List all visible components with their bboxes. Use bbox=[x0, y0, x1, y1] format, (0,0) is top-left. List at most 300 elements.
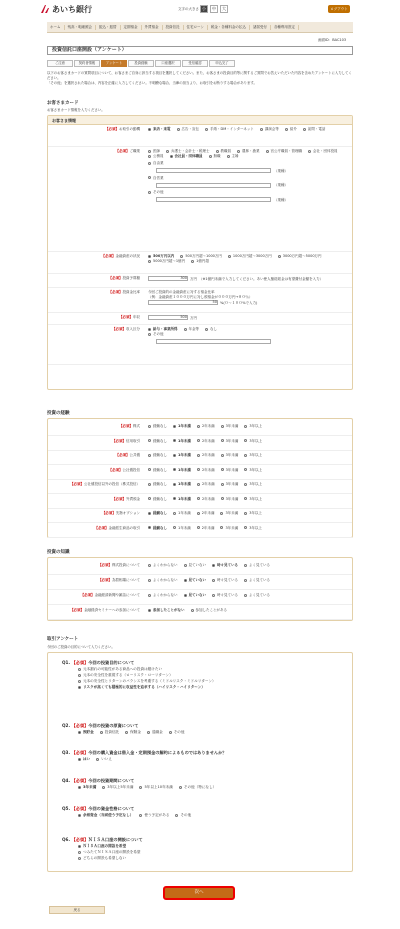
experience-option[interactable] bbox=[173, 439, 191, 444]
answer-option[interactable] bbox=[78, 812, 133, 818]
next-button[interactable]: 次へ bbox=[163, 886, 235, 900]
radio-button[interactable] bbox=[216, 150, 219, 153]
experience-option-label: 3年以上 bbox=[249, 438, 263, 443]
free-text-input[interactable] bbox=[156, 197, 349, 203]
row-label-text: お取引の動機 bbox=[119, 127, 140, 131]
option-1-12[interactable] bbox=[148, 190, 343, 195]
radio-button[interactable] bbox=[177, 128, 180, 131]
back-button[interactable]: 戻る bbox=[49, 906, 105, 914]
row-label-text: 投資予算額 bbox=[122, 276, 140, 280]
logout-button[interactable]: ログアウト bbox=[328, 5, 350, 13]
value-unit: 万円 bbox=[190, 315, 197, 320]
screen-id: 画面ID：BAC103 bbox=[318, 38, 347, 42]
free-text-input[interactable] bbox=[156, 168, 349, 174]
answer-option-label: 余裕資金（当面使う予定なし） bbox=[83, 813, 134, 817]
knowledge-option[interactable] bbox=[212, 578, 238, 583]
radio-button[interactable] bbox=[197, 425, 200, 428]
experience-option[interactable] bbox=[148, 511, 167, 516]
answer-option[interactable] bbox=[102, 784, 133, 790]
knowledge-option-label: よく見ている bbox=[249, 593, 270, 597]
radio-button[interactable] bbox=[100, 731, 103, 734]
experience-option[interactable] bbox=[148, 439, 167, 444]
question-title bbox=[62, 659, 338, 666]
radio-button[interactable] bbox=[221, 425, 224, 428]
row-label bbox=[48, 290, 143, 295]
radio-button[interactable] bbox=[148, 155, 151, 158]
radio-button[interactable] bbox=[191, 609, 194, 612]
radio-button[interactable] bbox=[212, 579, 215, 582]
experience-option-label: 1年未満 bbox=[178, 438, 191, 443]
radio-button[interactable] bbox=[205, 128, 208, 131]
required-tag: 【必須】 bbox=[70, 482, 84, 486]
option-0-4-label: 紹介 bbox=[289, 127, 297, 131]
experience-option[interactable] bbox=[173, 468, 191, 473]
radio-button[interactable] bbox=[148, 260, 151, 263]
row-label bbox=[48, 127, 143, 132]
radio-button[interactable] bbox=[197, 439, 200, 442]
option-1-4[interactable] bbox=[266, 149, 303, 154]
option-2-3[interactable] bbox=[278, 254, 322, 259]
nav-item-0[interactable]: ホーム bbox=[47, 25, 65, 30]
experience-option[interactable] bbox=[197, 526, 215, 531]
required-tag: 【必須】 bbox=[112, 496, 126, 501]
radio-button[interactable] bbox=[175, 814, 178, 817]
knowledge-option[interactable] bbox=[212, 593, 238, 598]
radio-button[interactable] bbox=[260, 128, 263, 131]
knowledge-option[interactable] bbox=[184, 593, 207, 598]
answer-option[interactable] bbox=[139, 812, 169, 818]
row-label bbox=[48, 453, 143, 458]
radio-button[interactable] bbox=[78, 680, 81, 683]
radio-button[interactable] bbox=[102, 786, 105, 789]
question-title bbox=[62, 836, 338, 843]
experience-option[interactable] bbox=[148, 453, 167, 458]
experience-option[interactable] bbox=[197, 453, 215, 458]
experience-row bbox=[48, 524, 352, 538]
knowledge-option-label: 見ていない bbox=[188, 578, 206, 582]
experience-option[interactable] bbox=[244, 439, 262, 444]
radio-button[interactable] bbox=[266, 150, 269, 153]
option-1-6[interactable] bbox=[148, 154, 164, 159]
field-note: （業種） bbox=[274, 183, 288, 187]
answer-option[interactable] bbox=[78, 784, 96, 790]
experience-option[interactable] bbox=[148, 468, 167, 473]
radio-button[interactable] bbox=[139, 786, 142, 789]
experience-option[interactable] bbox=[197, 482, 215, 487]
experience-option[interactable] bbox=[197, 468, 215, 473]
experience-option[interactable] bbox=[244, 453, 262, 458]
experience-option[interactable] bbox=[148, 497, 167, 502]
experience-option-label: 経験なし bbox=[153, 467, 167, 472]
knowledge-option[interactable] bbox=[148, 563, 178, 568]
experience-option[interactable] bbox=[197, 511, 215, 516]
option-0-2-label: 手紙・DM・インターネット bbox=[210, 127, 254, 131]
experience-option[interactable] bbox=[173, 526, 191, 531]
radio-button[interactable] bbox=[170, 155, 173, 158]
radio-button[interactable] bbox=[184, 579, 187, 582]
experience-option[interactable] bbox=[221, 424, 239, 429]
radio-button[interactable] bbox=[221, 454, 224, 457]
option-2-3-label: 3000万円超～5000万円 bbox=[282, 254, 322, 258]
knowledge-option[interactable] bbox=[244, 578, 270, 583]
radio-button[interactable] bbox=[184, 564, 187, 567]
value-input[interactable]: 500 bbox=[148, 315, 188, 320]
radio-button[interactable] bbox=[78, 851, 81, 854]
radio-button[interactable] bbox=[227, 155, 230, 158]
knowledge-option-label: 時々見ている bbox=[217, 593, 238, 597]
radio-button[interactable] bbox=[148, 128, 151, 131]
radio-button[interactable] bbox=[228, 255, 231, 258]
question-text: 今回の投資の原資について bbox=[88, 723, 139, 728]
answer-option[interactable] bbox=[175, 812, 191, 818]
radio-button[interactable] bbox=[148, 439, 151, 442]
experience-option[interactable] bbox=[148, 482, 167, 487]
knowledge-option-label: よく見ている bbox=[249, 578, 270, 582]
knowledge-heading: 投資の知識 bbox=[47, 550, 70, 555]
experience-option[interactable] bbox=[221, 468, 239, 473]
radio-button[interactable] bbox=[205, 328, 208, 331]
radio-button[interactable] bbox=[308, 150, 311, 153]
radio-button[interactable] bbox=[125, 731, 128, 734]
answer-option[interactable] bbox=[78, 729, 94, 735]
nav-item-1[interactable]: 残高・明細照会 bbox=[65, 25, 97, 30]
radio-button[interactable] bbox=[244, 526, 247, 529]
answer-option-label: 使う予定がある bbox=[144, 813, 170, 817]
step-6: 申込完了 bbox=[209, 60, 235, 67]
nav-item-4[interactable]: 外貨預金 bbox=[142, 25, 163, 30]
radio-button[interactable] bbox=[166, 150, 169, 153]
radio-button[interactable] bbox=[285, 128, 288, 131]
radio-button[interactable] bbox=[148, 162, 151, 165]
option-2-1-label: 500万円超～1000万円 bbox=[185, 254, 222, 258]
experience-option[interactable] bbox=[173, 482, 191, 487]
row-value bbox=[148, 593, 349, 598]
text-field[interactable] bbox=[156, 197, 271, 202]
option-1-8-label: 無職 bbox=[213, 154, 221, 158]
experience-option[interactable] bbox=[221, 453, 239, 458]
radio-button[interactable] bbox=[148, 255, 151, 258]
bank-logo[interactable] bbox=[40, 4, 92, 15]
knowledge-option-label: よくわからない bbox=[153, 578, 178, 582]
question-text: 今回の投資期間について bbox=[88, 778, 135, 783]
option-1-5[interactable] bbox=[308, 149, 338, 154]
experience-option[interactable] bbox=[244, 511, 262, 516]
option-1-9[interactable] bbox=[227, 154, 239, 159]
nav-item-6[interactable]: 住宅ローン bbox=[184, 25, 208, 30]
row-label-text: 金融経済新聞や雑誌について bbox=[94, 593, 140, 597]
option-2-2-label: 1000万円超～3000万円 bbox=[232, 254, 272, 258]
experience-option[interactable] bbox=[221, 497, 239, 502]
row-value bbox=[148, 563, 349, 568]
radio-button[interactable] bbox=[244, 439, 247, 442]
option-1-10[interactable] bbox=[148, 161, 343, 166]
experience-option[interactable] bbox=[173, 424, 191, 429]
radio-button[interactable] bbox=[197, 483, 200, 486]
radio-button[interactable] bbox=[169, 731, 172, 734]
answer-option[interactable] bbox=[78, 855, 126, 861]
option-1-3[interactable] bbox=[237, 149, 260, 154]
option-0-3[interactable] bbox=[260, 127, 279, 132]
option-0-0[interactable] bbox=[148, 127, 171, 132]
radio-button[interactable] bbox=[148, 425, 151, 428]
row-value bbox=[148, 254, 349, 264]
option-2-5-label: 1億円超 bbox=[196, 259, 209, 263]
knowledge-option[interactable] bbox=[148, 593, 178, 598]
experience-box bbox=[47, 418, 353, 538]
radio-button[interactable] bbox=[78, 668, 81, 671]
radio-button[interactable] bbox=[148, 564, 151, 567]
option-6-0-label: 給与・事業所得 bbox=[153, 327, 178, 331]
radio-button[interactable] bbox=[191, 260, 194, 263]
option-2-4[interactable] bbox=[148, 259, 185, 264]
radio-button[interactable] bbox=[96, 758, 99, 761]
radio-button[interactable] bbox=[148, 328, 151, 331]
required-tag: 【必須】 bbox=[105, 127, 119, 131]
experience-option[interactable] bbox=[197, 424, 215, 429]
answer-option-label: 預貯金 bbox=[83, 730, 94, 734]
font-size-large[interactable]: 大 bbox=[222, 6, 226, 11]
knowledge-option[interactable] bbox=[212, 563, 238, 568]
experience-option-label: 3年以上 bbox=[249, 424, 263, 428]
experience-option[interactable] bbox=[221, 439, 239, 444]
answer-option[interactable] bbox=[78, 684, 205, 690]
radio-button[interactable] bbox=[139, 814, 142, 817]
radio-button[interactable] bbox=[244, 468, 247, 471]
survey-question bbox=[62, 659, 338, 690]
option-1-11[interactable] bbox=[148, 176, 343, 181]
knowledge-option[interactable] bbox=[244, 563, 270, 568]
option-6-1[interactable] bbox=[184, 327, 200, 332]
intro-line-2: 「その他」を選択された場合は、内容を正確に入力してください。不明瞭な場合、当庫の担当より、お取引をお断りする場合があります。 bbox=[47, 81, 257, 85]
option-1-8[interactable] bbox=[209, 154, 221, 159]
text-field[interactable] bbox=[156, 183, 271, 188]
row-label bbox=[48, 439, 143, 444]
radio-button[interactable] bbox=[148, 579, 151, 582]
radio-button[interactable] bbox=[148, 454, 151, 457]
answer-option[interactable] bbox=[96, 756, 112, 762]
step-1: 契約者情報 bbox=[74, 60, 100, 67]
option-0-5[interactable] bbox=[303, 127, 326, 132]
radio-button[interactable] bbox=[244, 579, 247, 582]
option-2-2[interactable] bbox=[228, 254, 272, 259]
experience-option-label: 2年未満 bbox=[201, 467, 215, 472]
answer-option[interactable] bbox=[179, 784, 216, 790]
radio-button[interactable] bbox=[148, 594, 151, 597]
experience-option[interactable] bbox=[148, 526, 167, 531]
experience-row bbox=[48, 437, 352, 451]
radio-button[interactable] bbox=[78, 857, 81, 860]
radio-button[interactable] bbox=[78, 731, 81, 734]
option-0-4[interactable] bbox=[285, 127, 297, 132]
knowledge-row bbox=[48, 561, 352, 575]
nav-item-7[interactable]: 税金・各種料金の払込 bbox=[208, 25, 250, 30]
knowledge-option[interactable] bbox=[148, 608, 185, 613]
radio-button[interactable] bbox=[244, 497, 247, 500]
option-2-5[interactable] bbox=[191, 259, 209, 264]
row-value bbox=[148, 424, 349, 429]
radio-button[interactable] bbox=[148, 526, 151, 529]
row-label-text: 金融経済セミナーへの参加について bbox=[84, 608, 140, 612]
answer-option[interactable] bbox=[78, 756, 90, 762]
customer-row bbox=[48, 125, 352, 147]
row-value bbox=[148, 468, 349, 473]
radio-button[interactable] bbox=[220, 512, 223, 515]
option-6-2[interactable] bbox=[205, 327, 217, 332]
experience-option[interactable] bbox=[197, 497, 215, 502]
knowledge-option[interactable] bbox=[184, 578, 207, 583]
option-1-0-label: 医師 bbox=[153, 149, 160, 153]
option-1-7[interactable] bbox=[170, 154, 203, 159]
radio-button[interactable] bbox=[197, 497, 200, 500]
question-text: ＮＩＳＡ口座の開設について bbox=[88, 837, 143, 842]
radio-button[interactable] bbox=[180, 255, 183, 258]
answer-option[interactable] bbox=[125, 729, 141, 735]
radio-button[interactable] bbox=[244, 454, 247, 457]
radio-button[interactable] bbox=[148, 609, 151, 612]
radio-button[interactable] bbox=[197, 512, 200, 515]
knowledge-option-label: よくわからない bbox=[153, 593, 178, 597]
other-income-input[interactable] bbox=[156, 339, 271, 344]
answer-line bbox=[78, 812, 338, 818]
experience-option[interactable] bbox=[220, 511, 238, 516]
radio-button[interactable] bbox=[148, 150, 151, 153]
required-tag: 【必須】 bbox=[70, 778, 89, 783]
radio-button[interactable] bbox=[244, 594, 247, 597]
experience-option-label: 3年未満 bbox=[225, 482, 239, 486]
required-tag: 【必須】 bbox=[94, 525, 109, 530]
row-value bbox=[148, 608, 349, 613]
answer-option[interactable] bbox=[139, 784, 172, 790]
radio-button[interactable] bbox=[78, 758, 81, 761]
radio-button[interactable] bbox=[148, 191, 151, 194]
experience-option[interactable] bbox=[244, 497, 262, 502]
radio-button[interactable] bbox=[221, 468, 224, 471]
answer-option-label: その他 bbox=[173, 730, 185, 734]
radio-button[interactable] bbox=[244, 425, 247, 428]
radio-button[interactable] bbox=[147, 731, 150, 734]
option-6-3[interactable] bbox=[148, 332, 343, 337]
experience-option[interactable] bbox=[221, 482, 239, 487]
radio-button[interactable] bbox=[148, 483, 151, 486]
radio-button[interactable] bbox=[78, 814, 81, 817]
row-label bbox=[48, 276, 143, 281]
radio-button[interactable] bbox=[244, 483, 247, 486]
radio-button[interactable] bbox=[197, 454, 200, 457]
knowledge-option-label: よくわからない bbox=[153, 563, 178, 567]
nav-item-5[interactable]: 投資信託 bbox=[163, 25, 184, 30]
experience-option[interactable] bbox=[244, 468, 262, 473]
font-size-medium[interactable]: 中 bbox=[212, 6, 216, 11]
nav-item-3[interactable]: 定期預金 bbox=[121, 25, 142, 30]
answer-option[interactable] bbox=[147, 729, 163, 735]
option-0-2[interactable] bbox=[205, 127, 254, 132]
experience-option[interactable] bbox=[173, 511, 191, 516]
radio-button[interactable] bbox=[173, 483, 176, 486]
answer-option[interactable] bbox=[100, 729, 119, 735]
experience-option[interactable] bbox=[173, 453, 191, 458]
radio-button[interactable] bbox=[78, 786, 81, 789]
question-text: 今回の投資目的について bbox=[88, 660, 135, 665]
radio-button[interactable] bbox=[212, 594, 215, 597]
survey-question bbox=[62, 749, 338, 762]
radio-button[interactable] bbox=[173, 497, 176, 500]
nav-item-9[interactable]: 各種利用設定 bbox=[271, 25, 299, 30]
free-text-input[interactable] bbox=[156, 183, 349, 189]
radio-button[interactable] bbox=[148, 176, 151, 179]
row-value bbox=[148, 315, 349, 321]
radio-button[interactable] bbox=[173, 454, 176, 457]
radio-button[interactable] bbox=[221, 439, 224, 442]
answer-option[interactable] bbox=[169, 729, 185, 735]
radio-button[interactable] bbox=[173, 468, 176, 471]
experience-option[interactable] bbox=[197, 439, 215, 444]
experience-option[interactable] bbox=[244, 526, 262, 531]
radio-button[interactable] bbox=[244, 564, 247, 567]
nav-item-2[interactable]: 振込・振替 bbox=[96, 25, 121, 30]
radio-button[interactable] bbox=[173, 439, 176, 442]
radio-button[interactable] bbox=[173, 512, 176, 515]
radio-button[interactable] bbox=[197, 526, 200, 529]
option-1-3-label: 農林・漁業 bbox=[242, 149, 260, 153]
knowledge-option[interactable] bbox=[244, 593, 270, 598]
option-1-12-label: その他 bbox=[153, 190, 164, 194]
experience-option[interactable] bbox=[148, 424, 167, 429]
radio-button[interactable] bbox=[220, 526, 223, 529]
radio-button[interactable] bbox=[184, 594, 187, 597]
experience-option[interactable] bbox=[244, 482, 262, 487]
experience-option[interactable] bbox=[220, 526, 238, 531]
nav-item-8[interactable]: 諸届受付 bbox=[250, 25, 271, 30]
value-input[interactable]: 50 bbox=[148, 300, 218, 305]
radio-button[interactable] bbox=[209, 155, 212, 158]
question-number: Q6. bbox=[62, 837, 71, 842]
experience-option[interactable] bbox=[244, 424, 262, 429]
value-input[interactable]: 300 bbox=[148, 276, 188, 281]
radio-button[interactable] bbox=[197, 468, 200, 471]
radio-button[interactable] bbox=[148, 468, 151, 471]
radio-button[interactable] bbox=[237, 150, 240, 153]
radio-button[interactable] bbox=[303, 128, 306, 131]
radio-button[interactable] bbox=[78, 845, 81, 848]
radio-button[interactable] bbox=[148, 512, 151, 515]
radio-button[interactable] bbox=[278, 255, 281, 258]
customer-info-box bbox=[47, 115, 353, 390]
customer-card-heading: お客さまカード bbox=[47, 101, 79, 106]
knowledge-option[interactable] bbox=[184, 563, 207, 568]
radio-button[interactable] bbox=[212, 564, 215, 567]
radio-button[interactable] bbox=[179, 786, 182, 789]
text-field[interactable] bbox=[156, 168, 271, 173]
option-0-1[interactable] bbox=[177, 127, 200, 132]
radio-button[interactable] bbox=[184, 328, 187, 331]
knowledge-row bbox=[48, 576, 352, 590]
experience-option[interactable] bbox=[173, 497, 191, 502]
knowledge-option-label: 時々見ている bbox=[217, 578, 238, 582]
radio-button[interactable] bbox=[221, 497, 224, 500]
font-size-small[interactable]: 小 bbox=[202, 6, 206, 11]
radio-button[interactable] bbox=[78, 674, 81, 677]
knowledge-option[interactable] bbox=[148, 578, 178, 583]
radio-button[interactable] bbox=[173, 526, 176, 529]
radio-button[interactable] bbox=[148, 333, 151, 336]
radio-button[interactable] bbox=[221, 483, 224, 486]
radio-button[interactable] bbox=[173, 425, 176, 428]
page-title: 投資信託口座開設（アンケート） bbox=[47, 46, 353, 55]
knowledge-option[interactable] bbox=[191, 608, 228, 613]
radio-button[interactable] bbox=[78, 686, 81, 689]
radio-button[interactable] bbox=[244, 512, 247, 515]
radio-button[interactable] bbox=[148, 497, 151, 500]
